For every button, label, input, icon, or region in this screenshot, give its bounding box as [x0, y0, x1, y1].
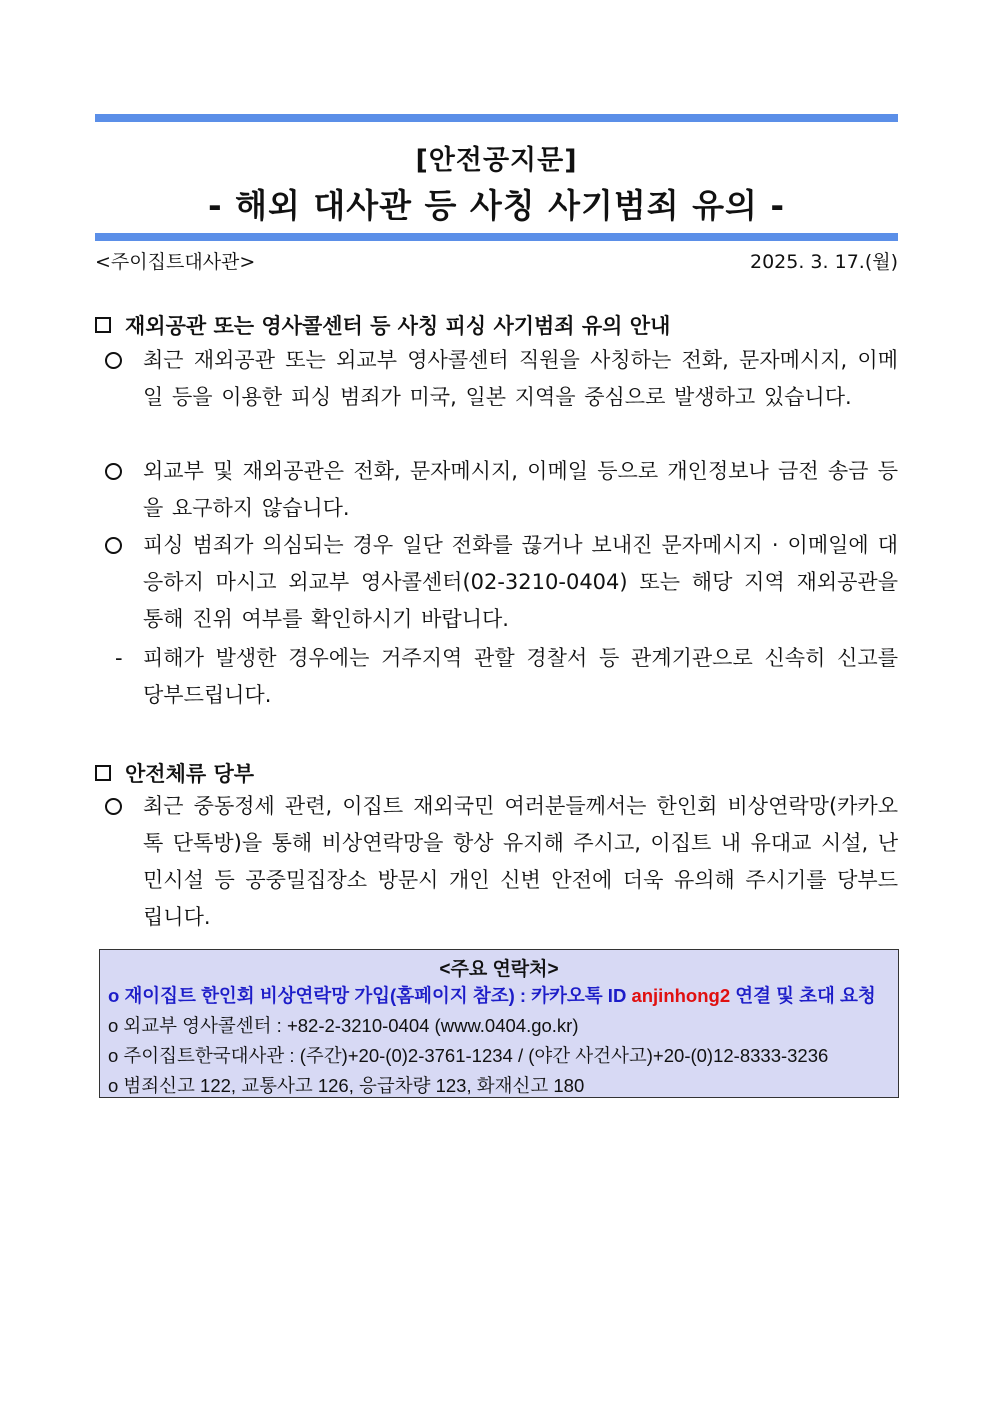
- sub-list-item-text: 피해가 발생한 경우에는 거주지역 관할 경찰서 등 관계기관으로 신속히 신고를 당부드립니다.: [143, 646, 898, 707]
- list-item: [105, 788, 898, 936]
- circle-bullet-icon: [105, 342, 122, 379]
- list-item: [105, 342, 898, 416]
- circle-bullet-icon: [105, 527, 122, 564]
- contact-line-emergency: o 범죄신고 122, 교통사고 126, 응급차량 123, 화재신고 180: [108, 1075, 585, 1096]
- top-accent-bar: [95, 114, 898, 122]
- contacts-heading: <주요 연락처>: [439, 959, 559, 980]
- contact-line-call-center: o 외교부 영사콜센터 : +82-2-3210-0404 (www.0404.go.kr): [108, 1015, 579, 1036]
- circle-bullet-icon: [105, 453, 122, 490]
- issuer-label: <주이집트대사관>: [95, 251, 256, 273]
- page-title: - 해외 대사관 등 사칭 사기범죄 유의 -: [207, 186, 786, 225]
- list-item: [105, 527, 898, 638]
- list-item-text: 최근 중동정세 관련, 이집트 재외국민 여러분들께서는 한인회 비상연락망(카카오톡 단톡방)을 통해 비상연락망을 항상 유지해 주시고, 이집트 내 유대교 시설, 난민시설 등 공중밀집장소 방문시 개인 신변 안전에 더욱 유의해 주시기를 당부드립니다.: [143, 794, 898, 929]
- circle-bullet-icon: [105, 788, 122, 825]
- list-item-text: 피싱 범죄가 의심되는 경우 일단 전화를 끊거나 보내진 문자메시지 · 이메일에 대응하지 마시고 외교부 영사콜센터(02-3210-0404) 또는 해당 지역 재외공관을 통해 진위 여부를 확인하시기 바랍니다.: [143, 533, 898, 631]
- section-heading-text: 안전체류 당부: [125, 762, 255, 786]
- dash-bullet: -: [115, 646, 123, 670]
- list-item: [105, 453, 898, 527]
- kakao-id: anjinhong2: [631, 985, 731, 1006]
- sub-list-item: [115, 640, 898, 714]
- list-item-text: 외교부 및 재외공관은 전화, 문자메시지, 이메일 등으로 개인정보나 금전 송금 등을 요구하지 않습니다.: [143, 459, 898, 520]
- contact-line-embassy: o 주이집트한국대사관 : (주간)+20-(0)2-3761-1234 / (야간 사건사고)+20-(0)12-8333-3236: [108, 1045, 829, 1066]
- checkbox-square-icon: [95, 317, 111, 333]
- checkbox-square-icon: [95, 765, 111, 781]
- notice-label: [안전공지문]: [415, 145, 578, 176]
- contact-line-kakao-suffix: 연결 및 초대 요청: [730, 985, 876, 1006]
- contacts-box: [99, 949, 899, 1098]
- list-item-text: 최근 재외공관 또는 외교부 영사콜센터 직원을 사칭하는 전화, 문자메시지, 이메일 등을 이용한 피싱 범죄가 미국, 일본 지역을 중심으로 발생하고 있습니다.: [143, 348, 898, 409]
- contact-line-kakao-prefix: o 재이집트 한인회 비상연락망 가입(홈페이지 참조) : 카카오톡 ID: [108, 985, 632, 1006]
- contact-line-kakao: [100, 981, 898, 1011]
- section-heading-safety: [95, 758, 254, 788]
- section-heading-text: 재외공관 또는 영사콜센터 등 사칭 피싱 사기범죄 유의 안내: [125, 314, 671, 338]
- section-heading-phishing: [95, 310, 670, 340]
- bottom-accent-bar: [95, 233, 898, 241]
- issue-date: 2025. 3. 17.(월): [750, 251, 898, 273]
